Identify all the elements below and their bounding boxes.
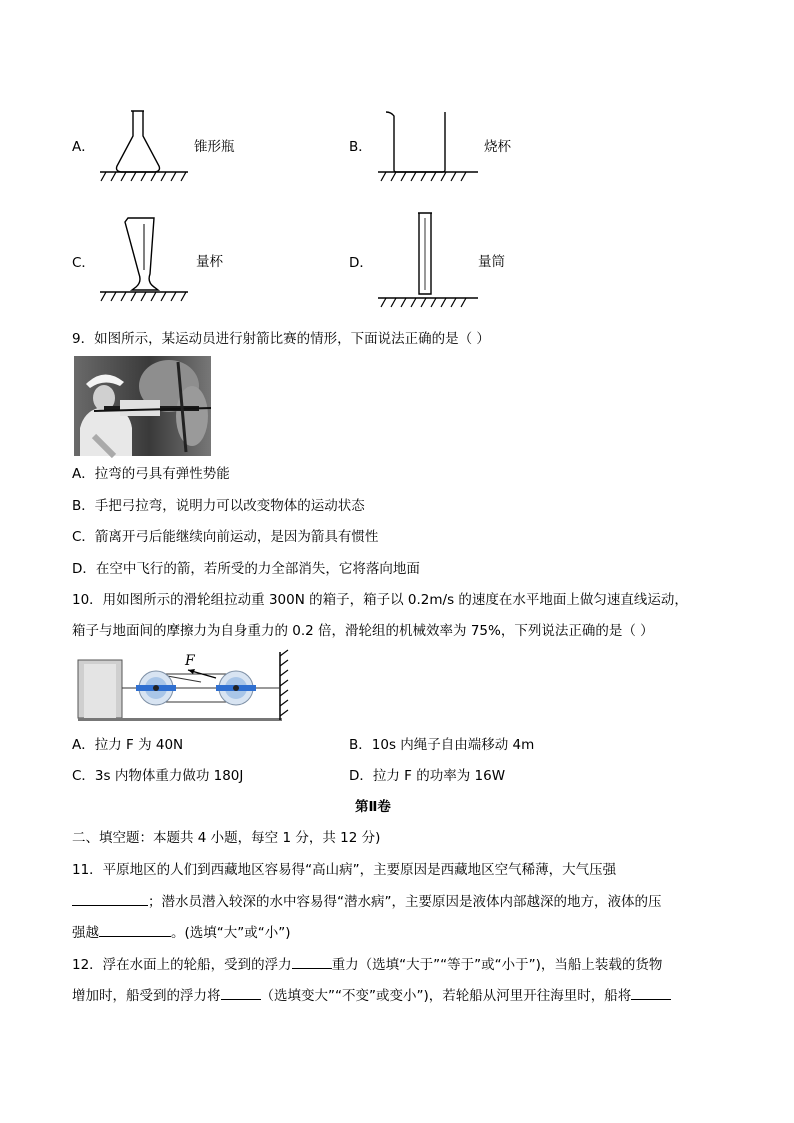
archer-photo <box>74 356 211 456</box>
option-c-label: 量杯 <box>196 254 223 270</box>
section-title: 第Ⅱ卷 <box>355 799 391 815</box>
question-10-stem-line2: 箱子与地面间的摩擦力为自身重力的 0.2 倍，滑轮组的机械效率为 75%，下列说法正确的是（ ） <box>72 623 654 639</box>
answer-blank[interactable] <box>99 924 171 937</box>
question-9-option-b: B．手把弓拉弯，说明力可以改变物体的运动状态 <box>72 498 365 514</box>
question-9-option-d: D．在空中飞行的箭，若所受的力全部消失，它将落向地面 <box>72 561 420 577</box>
option-d-letter: D． <box>349 255 373 271</box>
answer-blank[interactable] <box>221 987 261 1000</box>
answer-blank[interactable] <box>292 956 332 969</box>
question-9-option-a: A．拉弯的弓具有弹性势能 <box>72 466 230 482</box>
question-11-line2: ；潜水员潜入较深的水中容易得“潜水病”，主要原因是液体内部越深的地方，液体的压 <box>72 893 662 910</box>
option-b-letter: B． <box>349 139 372 155</box>
option-a-label: 锥形瓶 <box>194 139 235 155</box>
force-label: F <box>185 653 195 669</box>
section-heading: 二、填空题：本题共 4 小题，每空 1 分，共 12 分) <box>72 830 381 846</box>
answer-blank[interactable] <box>631 987 671 1000</box>
answer-blank[interactable] <box>72 893 148 906</box>
beaker-figure <box>376 108 480 183</box>
question-9-stem: 9．如图所示，某运动员进行射箭比赛的情形，下面说法正确的是（ ） <box>72 331 490 347</box>
measuring-cup-figure <box>98 214 198 309</box>
pulley-system-figure <box>76 648 296 724</box>
question-10-option-a: A．拉力 F 为 40N <box>72 737 184 753</box>
question-10-option-c: C．3s 内物体重力做功 180J <box>72 768 244 784</box>
question-12-line2: 增加时，船受到的浮力将 （选填变大”“不变”或变小”)，若轮船从河里开往海里时，船将 <box>72 987 671 1004</box>
question-10-stem-line1: 10．用如图所示的滑轮组拉动重 300N 的箱子，箱子以 0.2m/s 的速度在水平地面上做匀速直线运动， <box>72 592 688 608</box>
option-d-label: 量筒 <box>478 254 505 270</box>
question-9-option-c: C．箭离开弓后能继续向前运动，是因为箭具有惯性 <box>72 529 379 545</box>
question-10-option-d: D．拉力 F 的功率为 16W <box>349 768 506 784</box>
option-a-letter: A． <box>72 139 95 155</box>
option-b-label: 烧杯 <box>484 139 511 155</box>
conical-flask-figure <box>98 108 198 183</box>
question-11-line3: 强越 。(选填“大”或“小”) <box>72 925 291 941</box>
question-12-line1: 12．浮在水面上的轮船，受到的浮力 重力（选填“大于”“等于”或“小于”)，当船上装载的货物 <box>72 957 663 973</box>
question-10-option-b: B．10s 内绳子自由端移动 4m <box>349 737 535 753</box>
question-11-line1: 11．平原地区的人们到西藏地区容易得“高山病”，主要原因是西藏地区空气稀薄，大气压强 <box>72 862 617 878</box>
option-c-letter: C． <box>72 255 95 271</box>
graduated-cylinder-figure <box>376 210 480 315</box>
